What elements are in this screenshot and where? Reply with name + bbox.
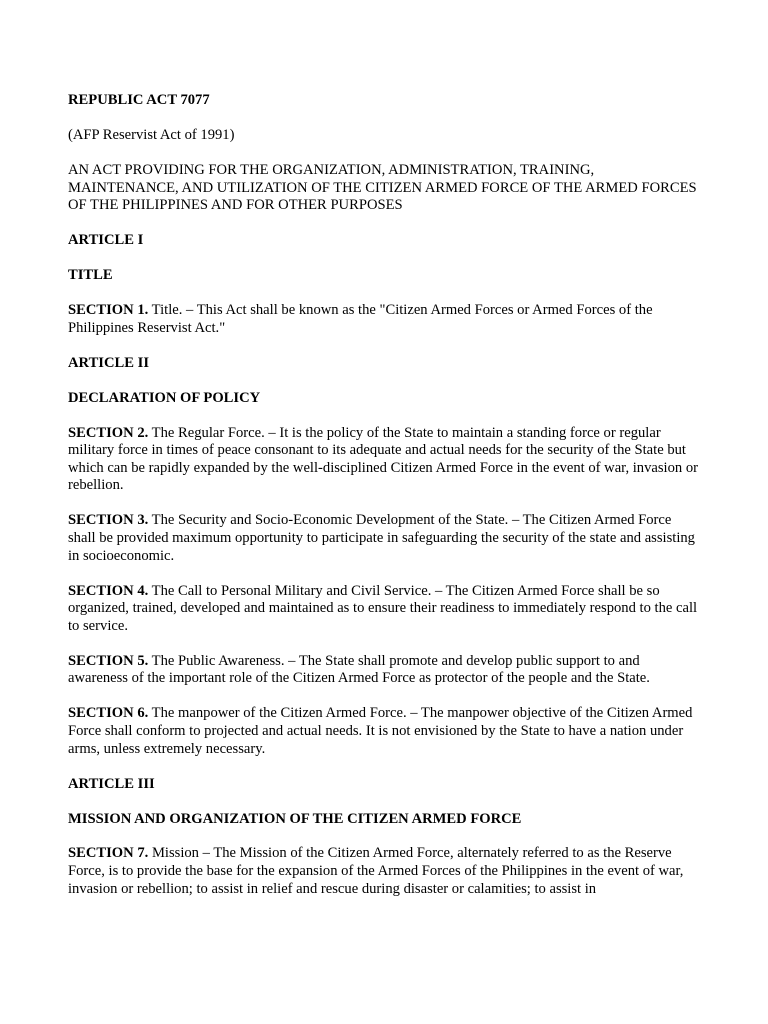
section-7 xyxy=(68,845,698,898)
article-1-heading: ARTICLE I xyxy=(68,232,144,249)
act-title: REPUBLIC ACT 7077 xyxy=(68,92,210,108)
section-4 xyxy=(68,583,698,636)
section-3-text: The Security and Socio-Economic Development of the State. – The Citizen Armed Force shall be provided maximum opportunity to participate in safeguarding the security of the state and assisting in socioeconomic. xyxy=(68,512,695,564)
section-1-text: Title. – This Act shall be known as the "Citizen Armed Forces or Armed Forces of the Philippines Reservist Act." xyxy=(68,302,653,336)
section-1-label: SECTION 1. xyxy=(68,302,149,319)
article-3-heading: ARTICLE III xyxy=(68,775,155,792)
section-2-text: The Regular Force. – It is the policy of the State to maintain a standing force or regular military force in times of peace consonant to its adequate and actual needs for the security of the State but which can be rapidly expanded by the well-disciplined Citizen Armed Force in the event of war, invasion or rebellion. xyxy=(68,424,699,494)
act-subtitle: (AFP Reservist Act of 1991) xyxy=(68,126,235,143)
section-6-text: The manpower of the Citizen Armed Force. – The manpower objective of the Citizen Armed Force shall conform to projected and actual needs. It is not envisioned by the State to have a nation under arms, unless extremely necessary. xyxy=(68,705,693,757)
section-5 xyxy=(68,653,698,688)
article-3-title: MISSION AND ORGANIZATION OF THE CITIZEN ARMED FORCE xyxy=(68,810,522,827)
section-2 xyxy=(68,425,698,495)
article-2-heading: ARTICLE II xyxy=(68,354,149,371)
section-4-label: SECTION 4. xyxy=(68,582,149,599)
document-page xyxy=(68,92,698,916)
section-5-label: SECTION 5. xyxy=(68,652,149,669)
section-6 xyxy=(68,705,698,758)
article-1-title: TITLE xyxy=(68,267,113,284)
section-3-label: SECTION 3. xyxy=(68,512,149,529)
section-3 xyxy=(68,512,698,565)
act-preamble: AN ACT PROVIDING FOR THE ORGANIZATION, ADMINISTRATION, TRAINING, MAINTENANCE, AND UTILIZATION OF THE CITIZEN ARMED FORCE OF THE ARMED FORCES OF THE PHILIPPINES AND FOR OTHER PURPOSES xyxy=(68,161,697,214)
article-2-title: DECLARATION OF POLICY xyxy=(68,389,261,406)
section-2-label: SECTION 2. xyxy=(68,424,149,441)
section-1 xyxy=(68,302,698,337)
section-7-text: Mission – The Mission of the Citizen Armed Force, alternately referred to as the Reserve Force, is to provide the base for the expansion of the Armed Forces of the Philippines in the event of war, invasion or rebellion; to assist in relief and rescue during disaster or calamities; to assist in xyxy=(68,845,684,897)
section-6-label: SECTION 6. xyxy=(68,705,149,722)
section-7-label: SECTION 7. xyxy=(68,845,149,862)
section-4-text: The Call to Personal Military and Civil Service. – The Citizen Armed Force shall be so organized, trained, developed and maintained as to ensure their readiness to immediately respond to the call to service. xyxy=(68,582,698,634)
section-5-text: The Public Awareness. – The State shall promote and develop public support to and awareness of the important role of the Citizen Armed Force as protector of the people and the State. xyxy=(68,652,650,687)
